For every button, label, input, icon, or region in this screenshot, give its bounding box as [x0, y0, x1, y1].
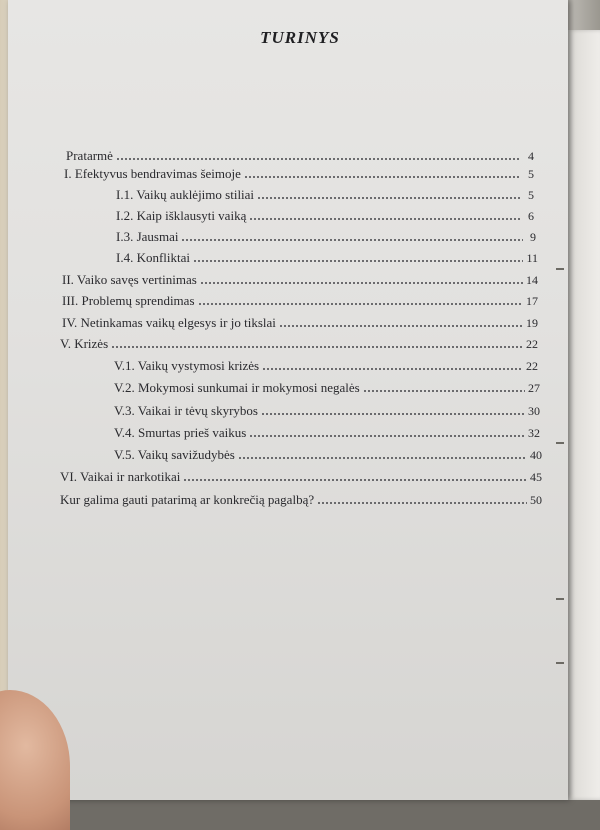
- toc-entry-page: 4: [528, 149, 534, 163]
- toc-entry-page: 22: [526, 359, 538, 373]
- toc-leader-dots: [279, 323, 523, 328]
- toc-leader-dots: [116, 156, 521, 161]
- toc-entry: [60, 334, 538, 352]
- toc-entry-page: 5: [528, 167, 534, 181]
- toc-entry: [116, 185, 534, 203]
- toc-entry: [62, 291, 538, 309]
- toc-entry: [114, 356, 538, 374]
- toc-leader-dots: [238, 455, 527, 460]
- toc-leader-dots: [317, 500, 527, 505]
- toc-entry-label: V.4. Smurtas prieš vaikus: [114, 425, 247, 440]
- toc-entry-page: 9: [530, 230, 536, 244]
- toc-leader-dots: [183, 477, 527, 482]
- toc-entry-page: 5: [528, 188, 534, 202]
- toc-leader-dots: [257, 195, 521, 200]
- toc-entry-page: 11: [526, 251, 538, 265]
- toc-entry: [60, 490, 542, 508]
- toc-leader-dots: [244, 174, 521, 179]
- toc-entry-page: 17: [526, 294, 538, 308]
- toc-entry: [114, 401, 540, 419]
- toc-entry-page: 6: [528, 209, 534, 223]
- toc-entry-label: I. Efektyvus bendravimas šeimoje: [64, 166, 241, 181]
- toc-entry: [62, 270, 538, 288]
- toc-entry-label: I.1. Vaikų auklėjimo stiliai: [116, 187, 255, 202]
- toc-leader-dots: [249, 216, 521, 221]
- toc-entry-page: 22: [526, 337, 538, 351]
- toc-entry: [116, 227, 536, 245]
- toc-entry-page: 50: [530, 493, 542, 507]
- toc-entry-label: I.2. Kaip išklausyti vaiką: [116, 208, 247, 223]
- toc-entry-page: 40: [530, 448, 542, 462]
- page-title: TURINYS: [260, 28, 340, 47]
- toc-entry-page: 32: [528, 426, 540, 440]
- toc-leader-dots: [198, 301, 523, 306]
- toc-entry-label: IV. Netinkamas vaikų elgesys ir jo tikslai: [62, 315, 276, 330]
- toc-entry-label: V.2. Mokymosi sunkumai ir mokymosi negalės: [114, 380, 360, 395]
- toc-entry-label: Kur galima gauti patarimą ar konkrečią pagalbą?: [60, 492, 315, 507]
- toc-entry: [116, 206, 534, 224]
- toc-entry-label: V.3. Vaikai ir tėvų skyrybos: [114, 403, 258, 418]
- toc-leader-dots: [262, 366, 523, 371]
- toc-entry-page: 19: [526, 316, 538, 330]
- toc-leader-dots: [200, 280, 523, 285]
- toc-entry: [114, 423, 540, 441]
- toc-entry-page: 30: [528, 404, 540, 418]
- toc-leader-dots: [261, 411, 525, 416]
- toc-entry: [66, 146, 534, 164]
- toc-entry: [114, 445, 542, 463]
- toc-leader-dots: [181, 237, 523, 242]
- toc-entry-page: 27: [528, 381, 540, 395]
- toc-entry-label: V. Krizės: [60, 336, 109, 351]
- toc-leader-dots: [363, 388, 525, 393]
- toc-entry-label: I.4. Konfliktai: [116, 250, 191, 265]
- toc-entry-label: VI. Vaikai ir narkotikai: [60, 469, 181, 484]
- toc-entry-page: 14: [526, 273, 538, 287]
- toc-entry-label: III. Problemų sprendimas: [62, 293, 195, 308]
- toc-entry: [62, 313, 538, 331]
- toc-entry-label: V.1. Vaikų vystymosi krizės: [114, 358, 260, 373]
- toc-entry-page: 45: [530, 470, 542, 484]
- binding-stitch: [556, 662, 564, 664]
- toc-entry-label: I.3. Jausmai: [116, 229, 179, 244]
- toc-leader-dots: [249, 433, 525, 438]
- toc-leader-dots: [111, 344, 523, 349]
- toc-entry-label: Pratarmė: [66, 148, 113, 163]
- toc-entry-label: II. Vaiko savęs vertinimas: [62, 272, 197, 287]
- toc-entry: [64, 164, 534, 182]
- toc-entry-label: V.5. Vaikų savižudybės: [114, 447, 235, 462]
- toc-entry: [114, 378, 540, 396]
- toc-entry: [116, 248, 538, 266]
- toc-entry: [60, 467, 542, 485]
- toc-leader-dots: [193, 258, 523, 263]
